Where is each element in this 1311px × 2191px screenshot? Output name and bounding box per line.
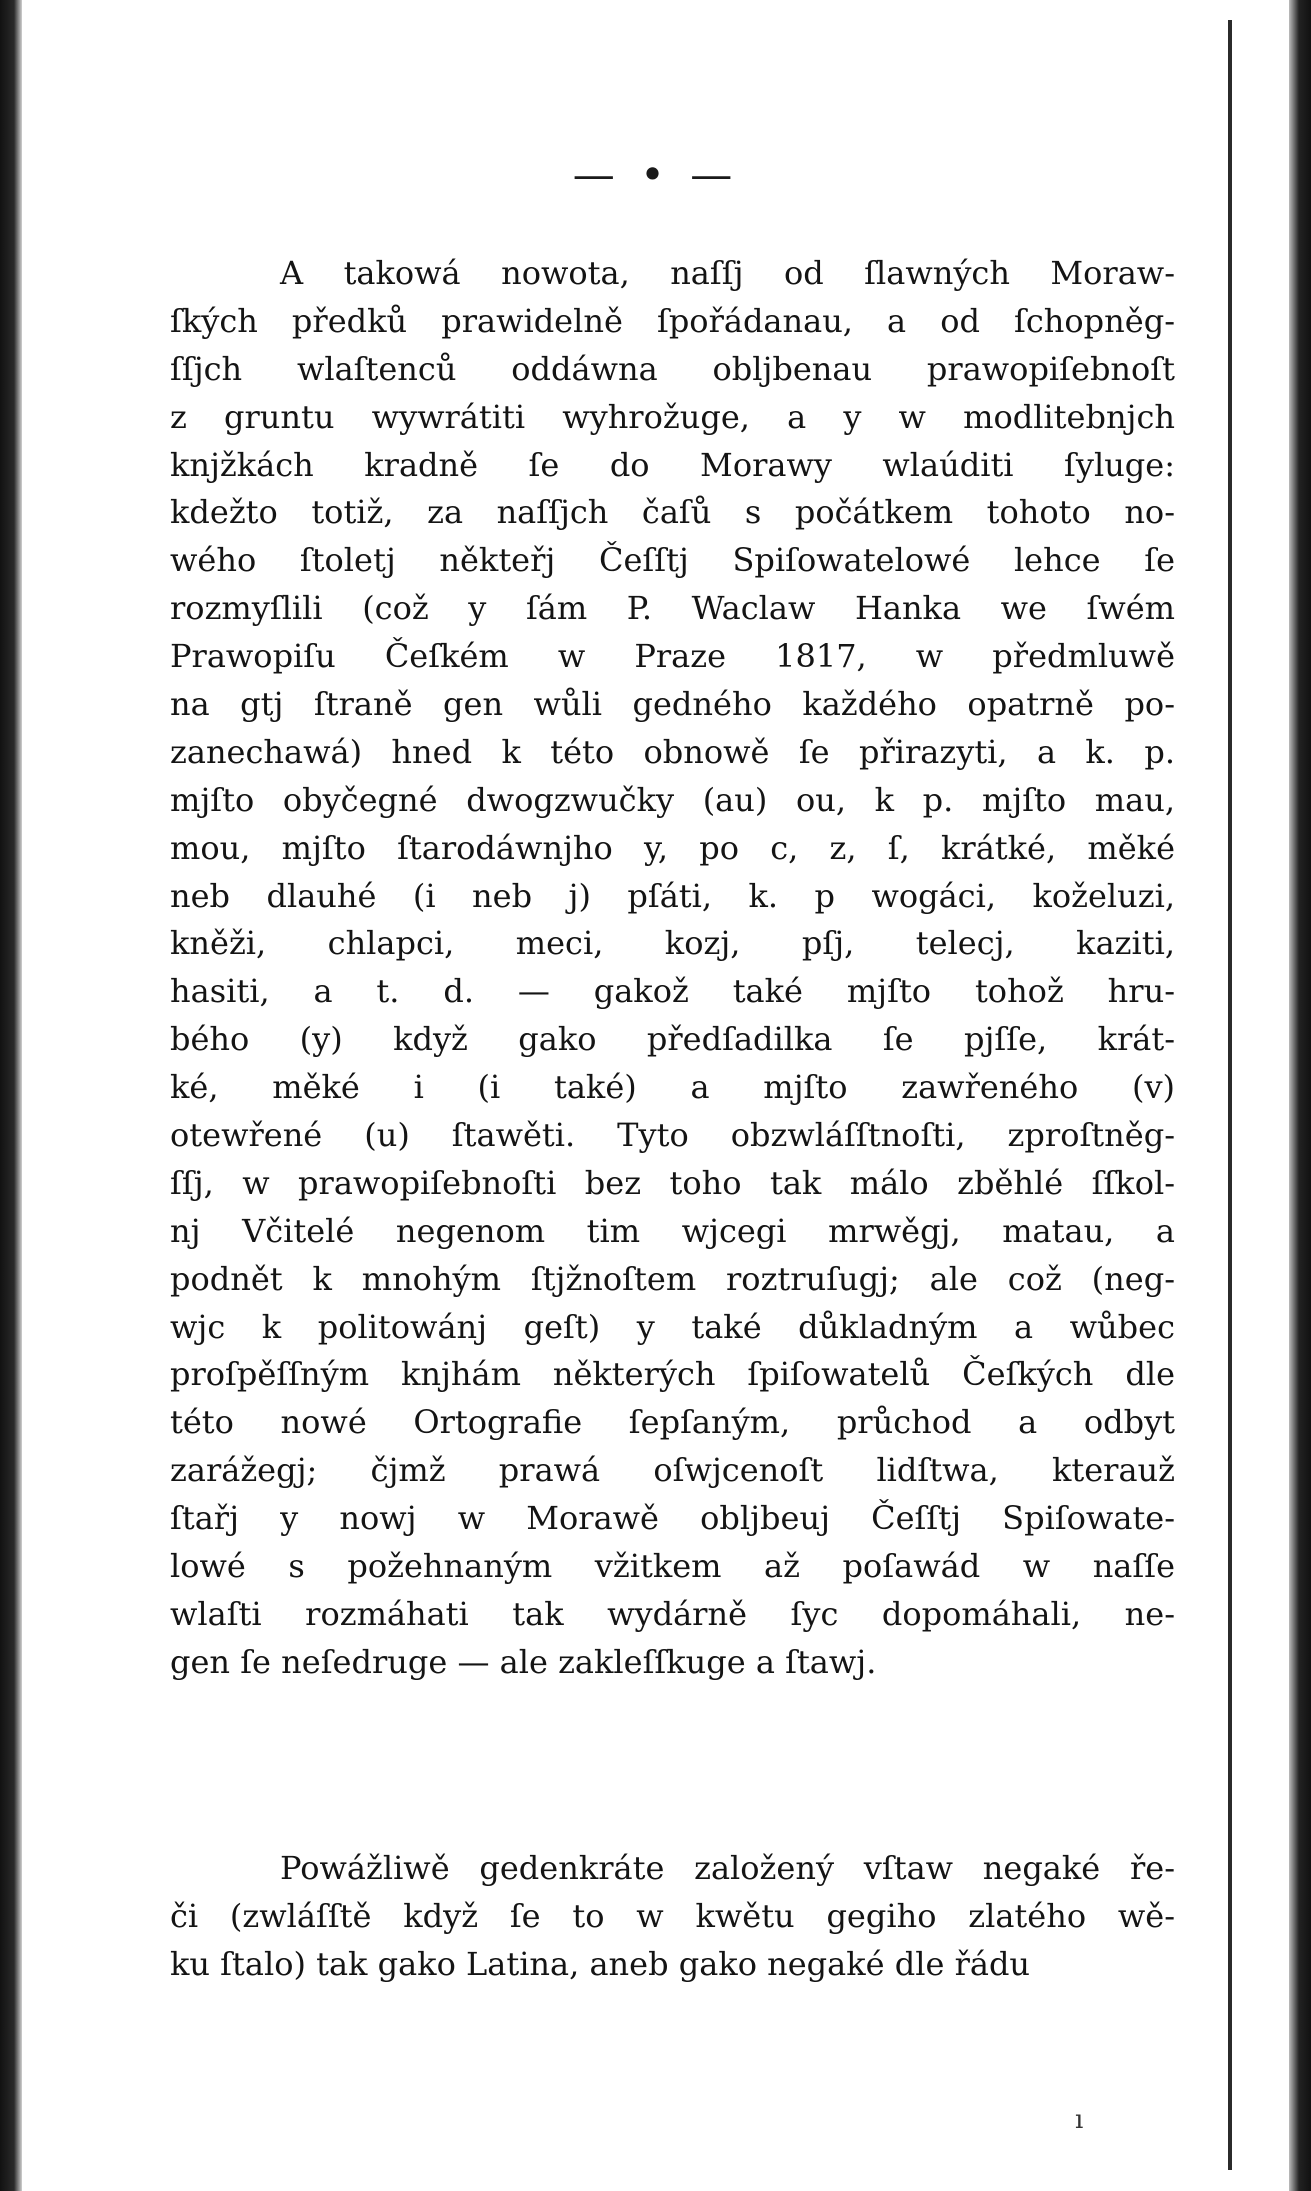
text-line: mou, mjſto ſtarodáwnjho y, po c, z, ſ, krátké, měké bbox=[170, 828, 1175, 867]
text-line: wlaſti rozmáhati tak wydárně ſyc dopomáhali, ne- bbox=[170, 1594, 1175, 1633]
text-line: hasiti, a t. d. — gakož také mjſto tohož hru- bbox=[170, 972, 1175, 1011]
text-line: podnět k mnohým ſtjžnoſtem roztruſugj; ale což (neg- bbox=[170, 1259, 1175, 1298]
text-line: kněži, chlapci, meci, kozj, pſj, telecj, kaziti, bbox=[170, 924, 1175, 963]
text-line: wjc k politowánj geſt) y také důkladným a wůbec bbox=[170, 1307, 1175, 1346]
text-line: otewřené (u) ſtawěti. Tyto obzwláſſtnoſti, zproſtněg- bbox=[170, 1116, 1175, 1155]
text-line: neb dlauhé (i neb j) pſáti, k. p wogáci, koželuzi, bbox=[170, 876, 1175, 915]
text-line: ſkých předků prawidelně ſpořádanau, a od ſchopněg- bbox=[170, 301, 1175, 340]
text-line: nj Včitelé negenom tim wjcegi mrwěgj, matau, a bbox=[170, 1211, 1175, 1250]
text-line: či (zwláſſtě když ſe to w kwětu gegiho zlatého wě- bbox=[170, 1896, 1175, 1935]
text-line: ſtařj y nowj w Morawě obljbeuj Čeſſtj Spiſowate- bbox=[170, 1499, 1175, 1538]
text-line: kdežto totiž, za naſſjch čaſů s počátkem tohoto no- bbox=[170, 493, 1175, 532]
page-header-ornament: — • — bbox=[572, 150, 739, 199]
paragraph-1 bbox=[170, 250, 1175, 1687]
text-line: Prawopiſu Čeſkém w Praze 1817, w předmluwě bbox=[170, 637, 1175, 676]
right-margin-rule bbox=[1228, 20, 1232, 2170]
text-line: lowé s požehnaným vžitkem až poſawád w naſſe bbox=[170, 1547, 1175, 1586]
text-line: zarážegj; čjmž prawá oſwjcenoſt lidſtwa, kterauž bbox=[170, 1451, 1175, 1490]
text-line: ké, měké i (i také) a mjſto zawřeného (v) bbox=[170, 1068, 1175, 1107]
right-page-edge bbox=[1289, 0, 1311, 2191]
text-line: rozmyſlili (což y ſám P. Waclaw Hanka we ſwém bbox=[170, 589, 1175, 628]
text-line: zanechawá) hned k této obnowě ſe přirazyti, a k. p. bbox=[170, 732, 1175, 771]
text-line: Powážliwě gedenkráte založený vſtaw negaké ře- bbox=[280, 1849, 1175, 1887]
text-line: ku ſtalo) tak gako Latina, aneb gako negaké dle řádu bbox=[170, 1944, 1031, 1983]
text-line: této nowé Ortografie ſepſaným, průchod a odbyt bbox=[170, 1403, 1175, 1442]
text-line: knjžkách kradně ſe do Morawy wlaúditi ſyluge: bbox=[170, 445, 1175, 484]
text-line: ſſjch wlaſtenců oddáwna obljbenau prawopiſebnoſt bbox=[170, 349, 1175, 388]
text-line: bého (y) když gako předſadilka ſe pjſſe, krát- bbox=[170, 1020, 1175, 1059]
stray-ink-mark: ı bbox=[1075, 2105, 1084, 2135]
paragraph-2 bbox=[170, 1845, 1175, 1989]
text-line: gen ſe neſedruge — ale zakleſſkuge a ſtawj. bbox=[170, 1642, 877, 1681]
text-line: A takowá nowota, naſſj od ſlawných Moraw- bbox=[280, 254, 1175, 292]
text-line: wého ſtoletj někteřj Čeſſtj Spiſowatelowé lehce ſe bbox=[170, 541, 1175, 580]
left-page-edge bbox=[0, 0, 22, 2191]
text-line: na gtj ſtraně gen wůli gedného každého opatrně po- bbox=[170, 685, 1175, 724]
text-line: mjſto obyčegné dwogzwučky (au) ou, k p. mjſto mau, bbox=[170, 780, 1175, 819]
text-line: proſpěſſným knjhám některých ſpiſowatelů Čeſkých dle bbox=[170, 1355, 1175, 1394]
text-line: z gruntu wywrátiti wyhrožuge, a y w modlitebnjch bbox=[170, 397, 1175, 436]
text-line: ſſj, w prawopiſebnoſti bez toho tak málo zběhlé ſſkol- bbox=[170, 1163, 1175, 1202]
